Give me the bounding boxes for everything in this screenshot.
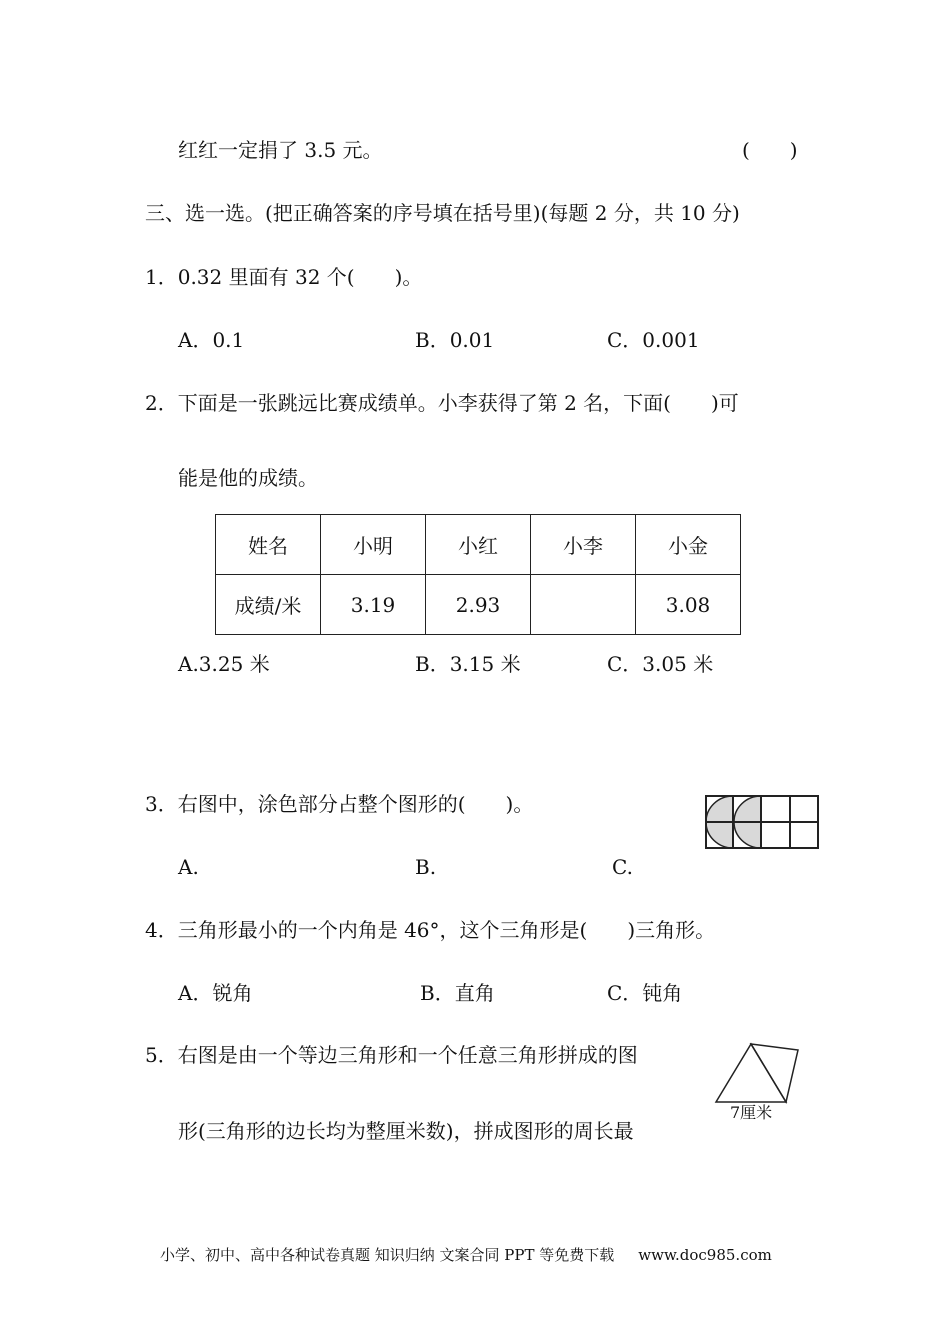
q4-option-a[interactable]: A．锐角: [178, 981, 253, 1005]
table-row: [216, 575, 741, 635]
table-cell: 2.93: [426, 575, 531, 635]
q2-option-b[interactable]: B．3.15 米: [415, 652, 521, 676]
footer-url[interactable]: www.doc985.com: [638, 1246, 772, 1264]
question-2-cont: 能是他的成绩。: [178, 466, 318, 490]
triangles-figure: [710, 1040, 804, 1106]
table-cell: 小金: [636, 515, 741, 575]
answer-bracket[interactable]: ( ): [742, 138, 798, 162]
q1-option-b[interactable]: B．0.01: [415, 328, 495, 352]
q1-option-c[interactable]: C．0.001: [607, 328, 700, 352]
q3-option-a[interactable]: A.: [178, 855, 199, 879]
table-cell: 成绩/米: [216, 575, 321, 635]
q3-option-b[interactable]: B.: [415, 855, 437, 879]
top-statement: 红红一定捐了 3.5 元。: [178, 138, 383, 162]
question-1: 1．0.32 里面有 32 个( )。: [145, 265, 423, 289]
shaded-grid-figure: [704, 794, 820, 850]
footer-text: 小学、初中、高中各种试卷真题 知识归纳 文案合同 PPT 等免费下载: [160, 1246, 615, 1264]
question-3: 3．右图中，涂色部分占整个图形的( )。: [145, 792, 534, 816]
scores-table: [215, 514, 741, 635]
arbitrary-triangle: [751, 1044, 798, 1102]
table-cell: 小李: [531, 515, 636, 575]
q4-option-c[interactable]: C．钝角: [607, 981, 683, 1005]
table-cell-empty: [531, 575, 636, 635]
question-2: 2．下面是一张跳远比赛成绩单。小李获得了第 2 名，下面( )可: [145, 391, 739, 415]
table-cell: 3.08: [636, 575, 741, 635]
q2-option-c[interactable]: C．3.05 米: [607, 652, 714, 676]
q4-option-b[interactable]: B．直角: [420, 981, 495, 1005]
q2-option-a[interactable]: A.3.25 米: [178, 652, 270, 676]
equilateral-triangle: [716, 1044, 786, 1102]
page-footer: [160, 1248, 772, 1263]
table-header-row: [216, 515, 741, 575]
q1-option-a[interactable]: A．0.1: [178, 328, 245, 352]
table-cell: 姓名: [216, 515, 321, 575]
question-5-cont: 形(三角形的边长均为整厘米数)，拼成图形的周长最: [178, 1119, 634, 1143]
table-cell: 3.19: [321, 575, 426, 635]
section-heading: 三、选一选。(把正确答案的序号填在括号里)(每题 2 分，共 10 分): [145, 201, 740, 225]
question-5: 5．右图是由一个等边三角形和一个任意三角形拼成的图: [145, 1043, 638, 1067]
question-4: 4．三角形最小的一个内角是 46°，这个三角形是( )三角形。: [145, 918, 716, 942]
q3-option-c[interactable]: C.: [612, 855, 633, 879]
side-length-label: 7厘米: [730, 1103, 773, 1122]
table-cell: 小红: [426, 515, 531, 575]
table-cell: 小明: [321, 515, 426, 575]
